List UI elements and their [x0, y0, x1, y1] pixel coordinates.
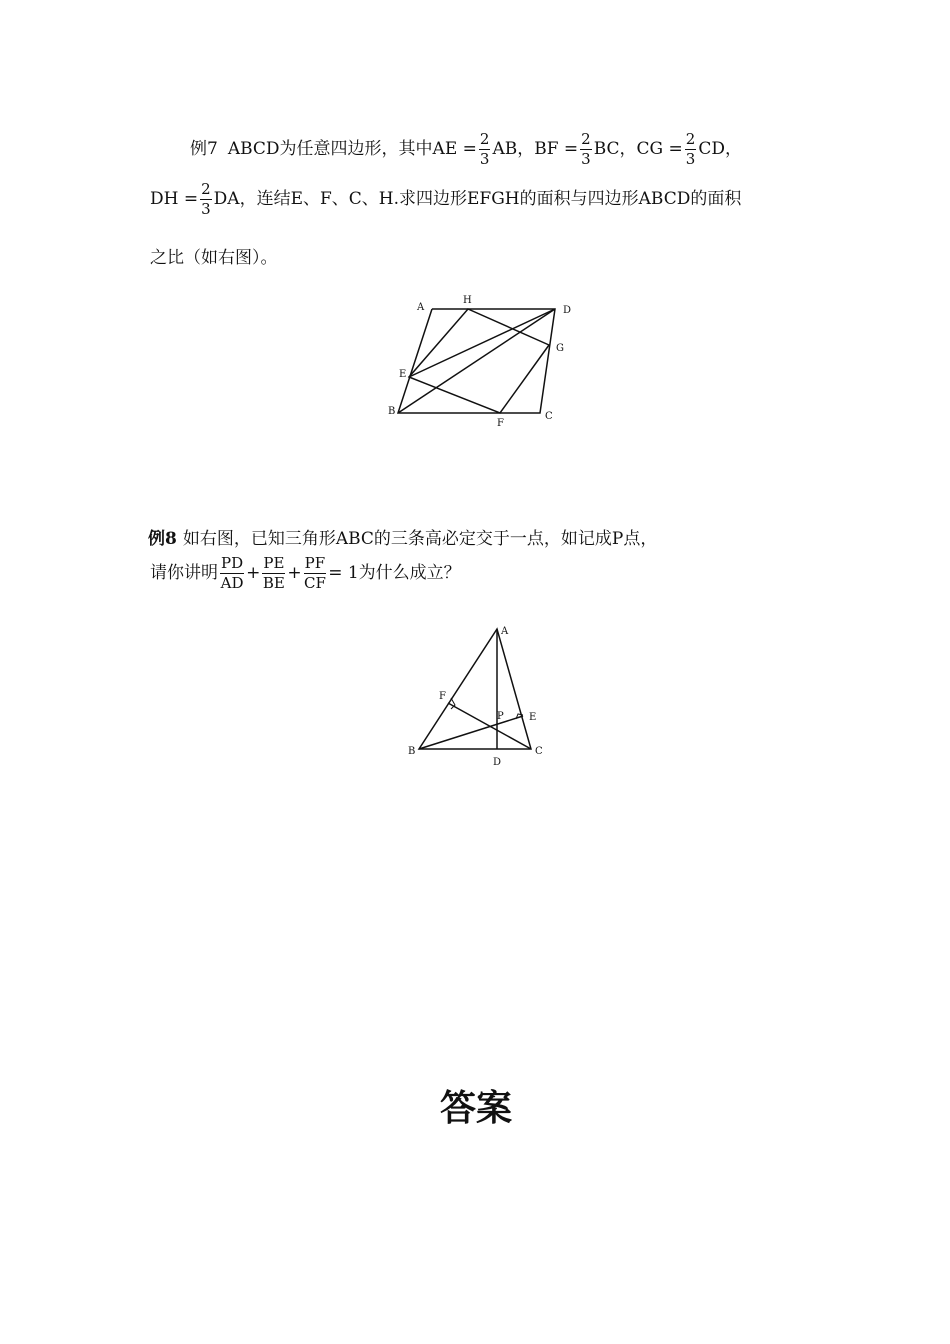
- ex8-line2-b: = 1为什么成立？: [328, 563, 461, 583]
- fraction: $\frac{2}{3}$: [479, 130, 490, 168]
- fraction-pf-cf: $\frac{PF}{CF}$: [303, 554, 326, 592]
- label-c: C: [545, 411, 553, 422]
- plus-sign: +: [246, 563, 261, 583]
- ex8-line1: [148, 531, 657, 548]
- ex7-line2-b: DA，连结E、F、C、H.求四边形EFGH的面积与四边形ABCD的面积: [213, 189, 742, 209]
- label-d: D: [493, 757, 502, 768]
- ex8-line2-a: 请你讲明: [150, 563, 218, 583]
- altitude-cf: [448, 703, 531, 749]
- fraction: $\frac{2}{3}$: [201, 180, 211, 218]
- ex8-line1-text: 如右图，已知三角形ABC的三条高必定交于一点，如记成P点，: [182, 529, 658, 549]
- fraction-pe-be: $\frac{PE}{BE}$: [262, 554, 285, 592]
- ex7-line2: [150, 182, 741, 217]
- plus-sign: +: [287, 563, 302, 583]
- label-h: H: [463, 295, 472, 306]
- label-a: A: [501, 626, 509, 637]
- quadrilateral-figure: [380, 290, 580, 430]
- ex8-line2: [150, 556, 461, 591]
- ex7-line1-a: ABCD为任意四边形，其中AE =: [227, 139, 477, 159]
- label-f: F: [439, 691, 446, 702]
- label-f: F: [497, 418, 504, 429]
- ex7-line1-b: AB，BF =: [492, 139, 579, 159]
- ex7-line1: [190, 132, 742, 167]
- ex7-line2-a: DH =: [150, 189, 199, 209]
- ex8-label: 例8: [148, 529, 177, 549]
- label-e: E: [529, 712, 537, 723]
- quad-efgh: [409, 309, 549, 413]
- fraction: $\frac{2}{3}$: [581, 130, 591, 168]
- label-p: P: [497, 711, 504, 722]
- label-d: D: [563, 305, 572, 316]
- ex7-line3: 之比（如右图）。: [150, 248, 278, 268]
- ex7-label: 例7: [190, 139, 218, 159]
- fraction: $\frac{2}{3}$: [685, 130, 696, 168]
- label-c: C: [535, 746, 543, 757]
- label-b: B: [388, 406, 396, 417]
- label-e: E: [399, 369, 407, 380]
- diagonal-bd: [398, 309, 555, 413]
- fraction-pd-ad: $\frac{PD}{AD}$: [220, 554, 244, 592]
- altitude-be: [419, 716, 523, 749]
- triangle-figure: [400, 620, 560, 770]
- answer-heading: 答案: [440, 1088, 513, 1129]
- ex7-line1-d: CD，: [698, 139, 742, 159]
- label-a: A: [417, 302, 425, 313]
- ex7-line1-c: BC，CG =: [593, 139, 683, 159]
- label-g: G: [556, 343, 564, 354]
- label-b: B: [408, 746, 416, 757]
